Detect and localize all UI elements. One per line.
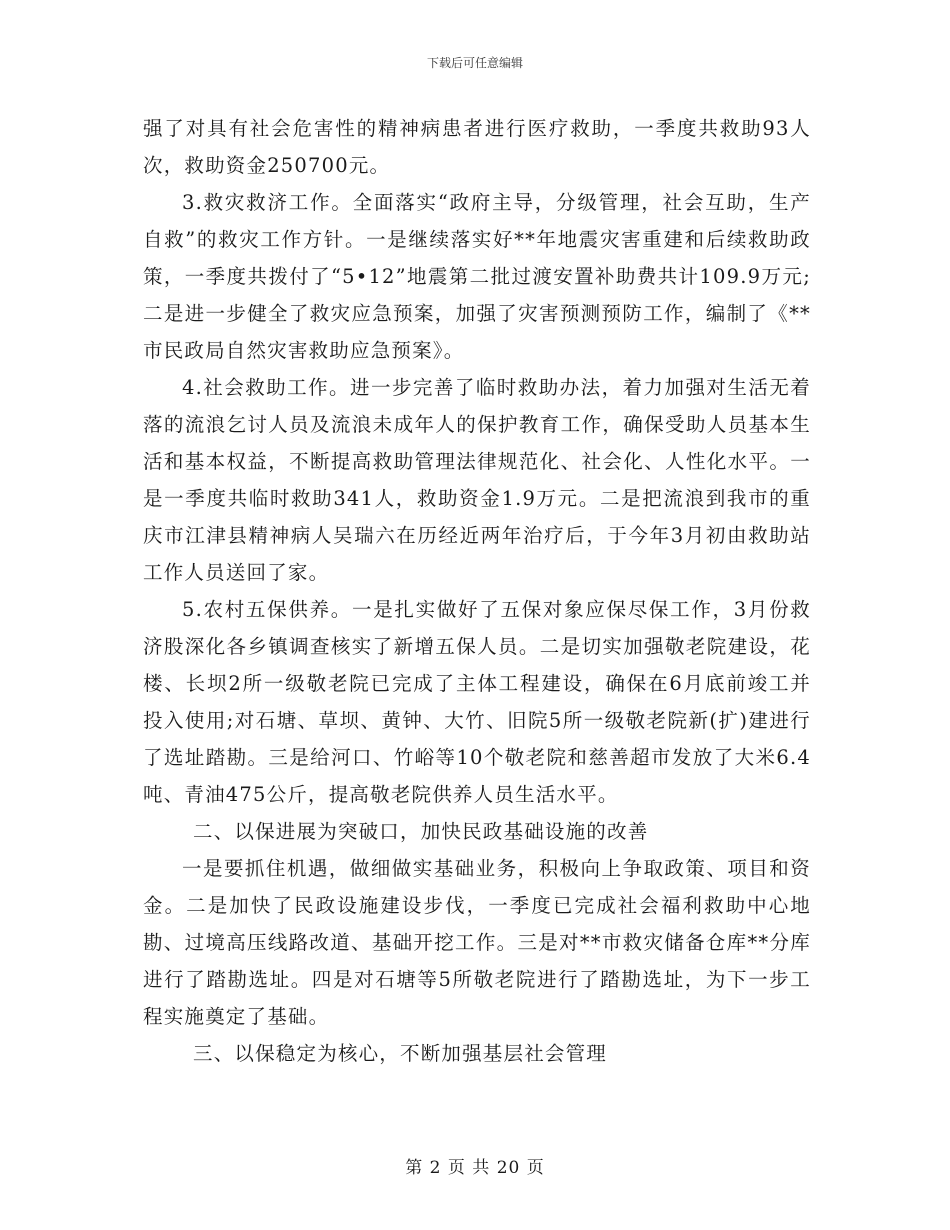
paragraph-rural-five-guarantees: 5.农村五保供养。一是扎实做好了五保对象应保尽保工作，3月份救济股深化各乡镇调查核实了新增五保人员。二是切实加强敬老院建设，花楼、长坝2所一级敬老院已完成了主体工程建设，确保在6月底前竣工并投入使用;对石塘、草坝、黄钟、大竹、旧院5所一级敬老院新(扩)建进行了选址踏勘。三是给河口、竹峪等10个敬老院和慈善超市发放了大米6.4吨、青油475公斤，提高敬老院供养人员生活水平。 (143, 598, 811, 806)
document-body (143, 110, 811, 1072)
paragraph-social-assistance: 4.社会救助工作。进一步完善了临时救助办法，着力加强对生活无着落的流浪乞讨人员及流浪未成年人的保护教育工作，确保受助人员基本生活和基本权益，不断提高救助管理法律规范化、社会化、人性化水平。一是一季度共临时救助341人，救助资金1.9万元。二是把流浪到我市的重庆市江津县精神病人吴瑞六在历经近两年治疗后，于今年3月初由救助站工作人员送回了家。 (143, 376, 811, 584)
paragraph-infrastructure: 一是要抓住机遇，做细做实基础业务，积极向上争取政策、项目和资金。二是加快了民政设施建设步伐，一季度已完成社会福利救助中心地勘、过境高压线路改道、基础开挖工作。三是对**市救灾储备仓库**分库进行了踏勘选址。四是对石塘等5所敬老院进行了踏勘选址，为下一步工程实施奠定了基础。 (143, 857, 811, 1028)
section-heading-social-management: 三、以保稳定为核心，不断加强基层社会管理 (193, 1042, 608, 1065)
section-heading-infrastructure: 二、以保进展为突破口，加快民政基础设施的改善 (193, 820, 649, 843)
page-header: 下载后可任意编辑 (426, 56, 523, 70)
page-number: 第 2 页 共 20 页 (405, 1158, 545, 1178)
paragraph-continuation: 强了对具有社会危害性的精神病患者进行医疗救助，一季度共救助93人次，救助资金250700元。 (143, 117, 811, 177)
paragraph-disaster-relief: 3.救灾救济工作。全面落实“政府主导，分级管理，社会互助，生产自救”的救灾工作方针。一是继续落实好**年地震灾害重建和后续救助政策，一季度共拨付了“5•12”地震第二批过渡安置补助费共计109.9万元;二是进一步健全了救灾应急预案，加强了灾害预测预防工作，编制了《**市民政局自然灾害救助应急预案》。 (143, 191, 811, 362)
